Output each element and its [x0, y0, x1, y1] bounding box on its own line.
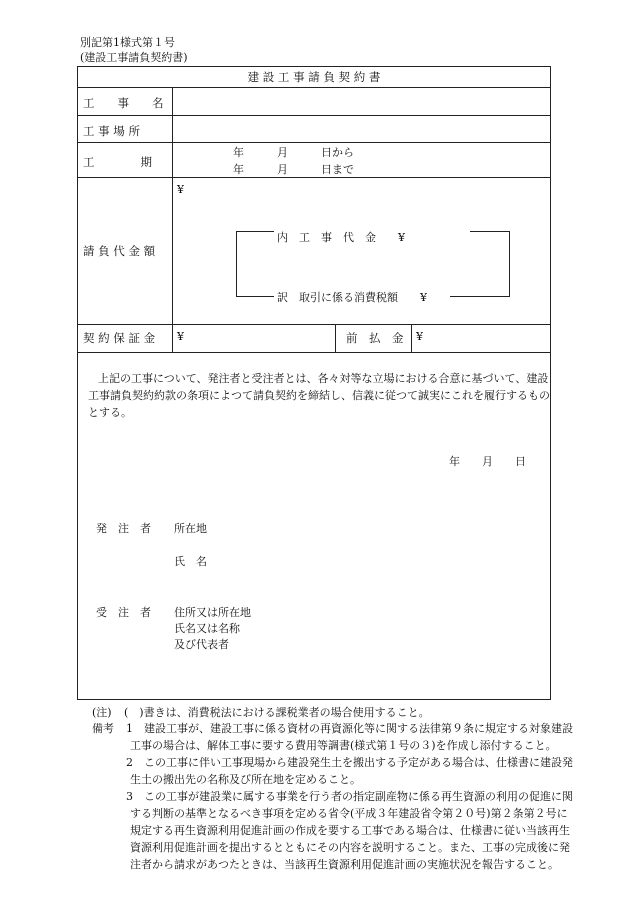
yen-maebarai: ¥ — [416, 330, 423, 343]
bracket-left — [236, 231, 237, 297]
note-1-line-2: 工事の場合は、解体工事に要する費用等調書(様式第１号の３)を作成し添付すること。 — [130, 739, 557, 752]
bracket-bottom-right — [450, 296, 510, 297]
juchu-label: 受 注 者 — [96, 606, 151, 619]
bracket-top-right — [470, 231, 510, 232]
note-3-line-1: この工事が建設業に属する事業を行う者の指定副産物に係る再生資源の利用の促進に関 — [144, 790, 573, 803]
label-koji-basho: 工 事 場 所 — [83, 124, 140, 138]
yen-ukeoi: ¥ — [177, 183, 184, 196]
label-koki: 工 期 — [83, 155, 152, 169]
note-1-line-1: 建設工事が、建設工事に係る資材の再資源化等に関する法律第９条に規定する対象建設 — [144, 722, 573, 735]
label-ukeoi: 請 負 代 金 額 — [83, 244, 156, 258]
form-name: (建設工事請負契約書) — [80, 51, 188, 64]
hatchu-address: 所在地 — [174, 522, 207, 535]
agreement-date: 年 月 日 — [449, 455, 526, 468]
divider-maebarai — [411, 324, 412, 352]
note-chu-text: ( )書きは、消費税法における課税業者の場合使用すること。 — [124, 706, 430, 719]
koki-to: 年 月 日まで — [233, 163, 354, 176]
bracket-top-left — [236, 231, 274, 232]
note-3-line-3: 規定する再生資源利用促進計画の作成を要する工事である場合は、仕様書に従い当該再生 — [130, 824, 570, 837]
note-chu-label: (注) — [92, 706, 112, 719]
note-2-line-2: 生土の搬出先の名称及び所在地を定めること。 — [130, 773, 361, 786]
hatchu-name: 氏 名 — [174, 555, 207, 568]
juchu-name: 氏名又は名称 — [174, 622, 240, 635]
agreement-line-1: 上記の工事について、発注者と受注者とは、各々対等な立場における合意に基づいて、建設 — [98, 372, 549, 385]
note-1-number: 1 — [126, 722, 133, 735]
form-number: 別記第1様式第１号 — [80, 36, 175, 49]
label-koji-mei: 工 事 名 — [83, 96, 164, 110]
rule-row4 — [78, 324, 550, 325]
divider-hosho — [335, 324, 336, 352]
rule-row5 — [78, 352, 550, 353]
breakdown-uchi: 内 工 事 代 金 ¥ — [277, 231, 405, 244]
agreement-line-3: とする。 — [88, 406, 132, 419]
rule-title — [78, 87, 550, 88]
rule-row2 — [78, 142, 550, 143]
note-3-line-5: 注者から請求があつたときは、当該再生資源利用促進計画の実施状況を報告すること。 — [130, 858, 559, 871]
juchu-address: 住所又は所在地 — [174, 606, 251, 619]
note-2-number: 2 — [126, 756, 133, 769]
note-3-line-2: する判断の基準となるべき事項を定める省令(平成３年建設省令第２０号)第２条第２号に — [130, 807, 568, 820]
label-maebarai: 前 払 金 — [346, 331, 404, 345]
bracket-right — [509, 231, 510, 297]
juchu-rep: 及び代表者 — [174, 638, 229, 651]
agreement-line-2: 工事請負契約約款の条項によつて請負契約を締結し、信義に従つて誠実にこれを履行するもの — [88, 389, 550, 402]
yen-hosho: ¥ — [177, 330, 184, 343]
rule-row1 — [78, 115, 550, 116]
note-3-line-4: 資源利用促進計画を提出するとともにその内容を説明すること。また、工事の完成後に発 — [130, 841, 570, 854]
note-3-number: 3 — [126, 790, 133, 803]
koki-from: 年 月 日から — [233, 146, 354, 159]
note-biko-label: 備考 — [92, 722, 114, 735]
hatchu-label: 発 注 者 — [96, 522, 151, 535]
rule-row3 — [78, 177, 550, 178]
breakdown-wake: 訳 取引に係る消費税額 ¥ — [277, 291, 427, 304]
form-title: 建 設 工 事 請 負 契 約 書 — [247, 70, 381, 84]
note-2-line-1: この工事に伴い工事現場から建設発生土を搬出する予定がある場合は、仕様書に建設発 — [144, 756, 573, 769]
bracket-bottom-left — [236, 296, 274, 297]
label-divider — [172, 87, 173, 352]
label-hosho: 契 約 保 証 金 — [83, 331, 156, 345]
